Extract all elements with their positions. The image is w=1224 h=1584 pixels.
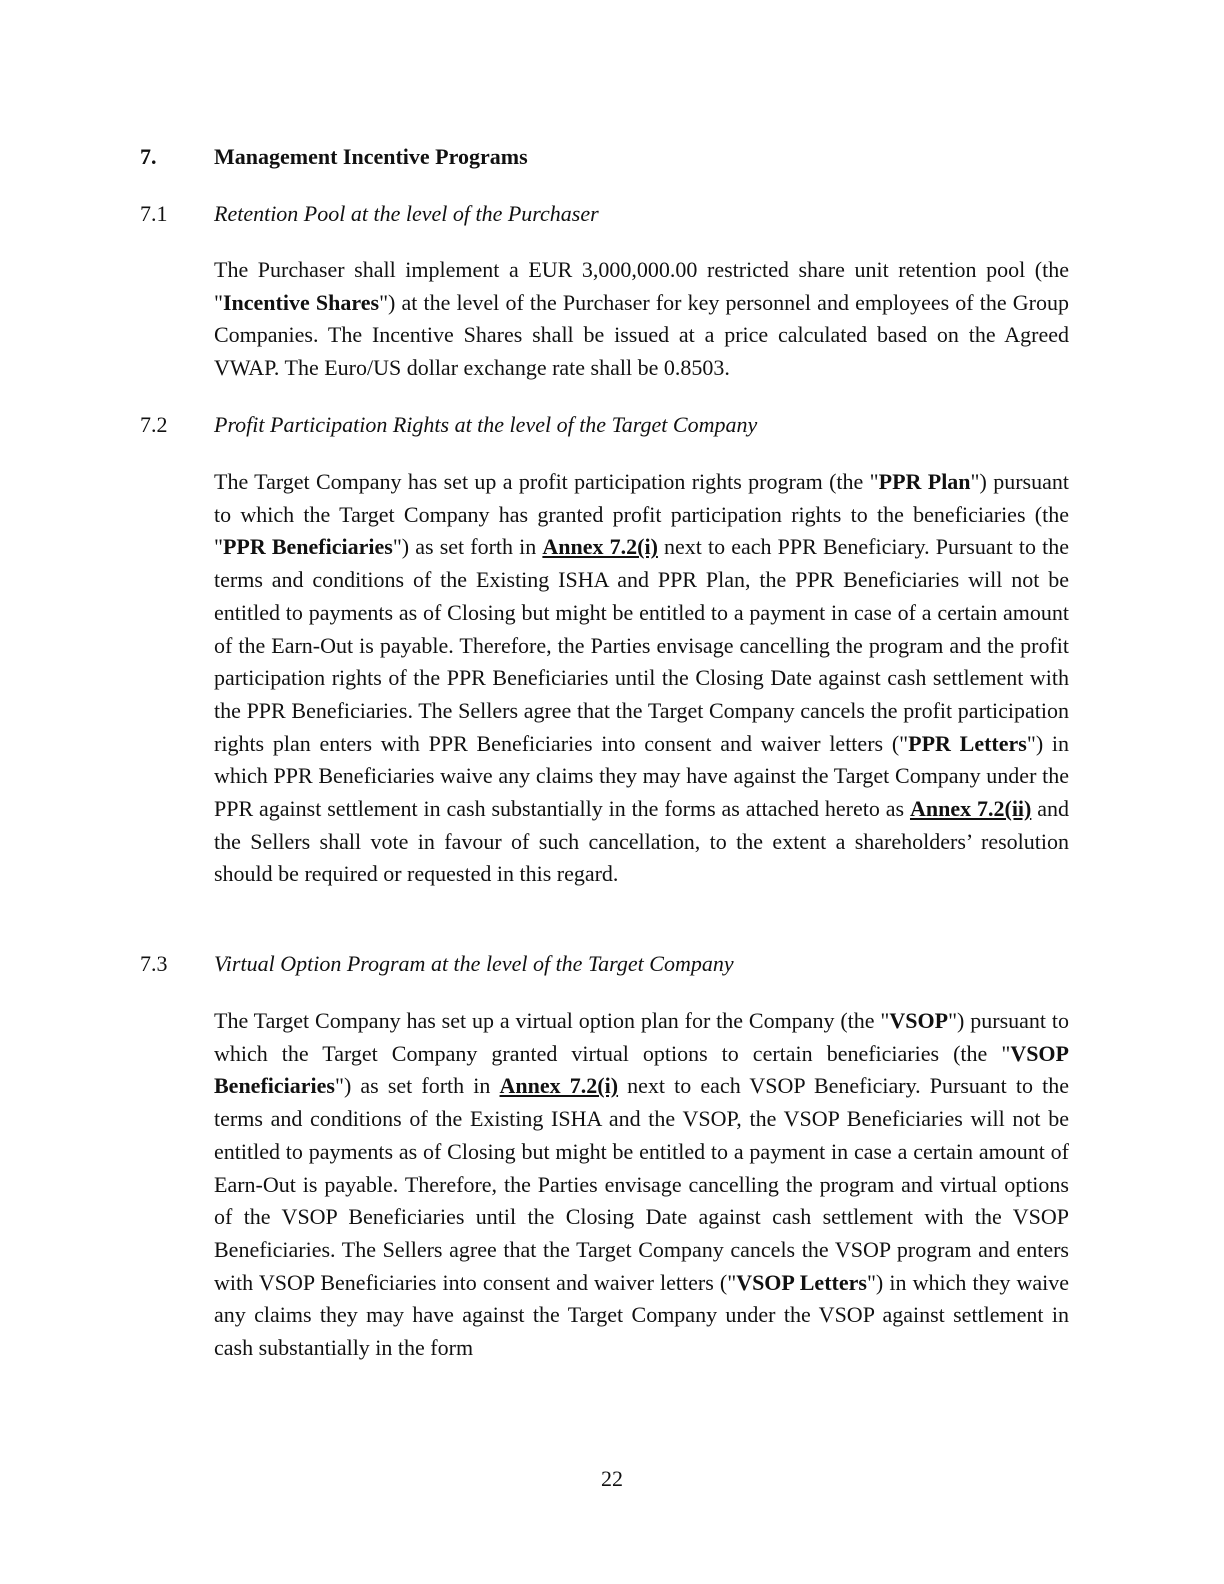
defined-term-vsop-beneficiaries: VSOP Beneficiaries	[214, 1040, 1069, 1099]
text-run: ") in which they waive any claims they may have against the Target Company under the VSOP against settlement in cash substantially in the form	[214, 1269, 1069, 1361]
text-run: ") as set forth in	[334, 1073, 500, 1099]
text-run: The Target Company has set up a virtual option plan for the Company (the "	[214, 1008, 890, 1033]
defined-term-vsop-letters: VSOP Letters	[736, 1269, 867, 1295]
subsection-7-2-number: 7.2	[140, 412, 168, 437]
subsection-7-1-number: 7.1	[140, 201, 168, 226]
text-run: ") in which PPR Beneficiaries waive any claims they may have against the Target Company under the PPR against settlement in cash substantially in the forms as attached hereto as	[214, 730, 1070, 822]
subsection-7-3-number: 7.3	[140, 951, 168, 976]
page-number: 22	[601, 1466, 623, 1491]
text-run: ") as set forth in	[392, 534, 543, 560]
defined-term-ppr-letters: PPR Letters	[908, 730, 1027, 756]
text-run: next to each VSOP Beneficiary. Pursuant to the terms and conditions of the Existing ISHA and the VSOP, the VSOP Beneficiaries will not be entitled to payments as of Closing but might be entitled to a payment in case a certain amount of Earn-Out is payable. Therefore, the Parties envisage cancelling the program and virtual options of the VSOP Beneficiaries until the Closing Date against cash settlement with the VSOP Beneficiaries. The Sellers agree that the Target Company cancels the VSOP program and enters with VSOP Beneficiaries into consent and waiver letters ("	[214, 1073, 1069, 1295]
text-run: and the Sellers shall vote in favour of such cancellation, to the extent a shareholders’ resolution should be required or requested in this regard.	[214, 796, 1070, 887]
text-run: ") pursuant to which the Target Company granted virtual options to certain beneficiaries (the "	[214, 1008, 1069, 1066]
subsection-7-1-heading: Retention Pool at the level of the Purchaser	[214, 201, 599, 226]
subsection-7-2-body	[214, 466, 1069, 891]
section-title: Management Incentive Programs	[214, 144, 528, 169]
subsection-7-1-body	[214, 254, 1069, 385]
annex-reference: Annex 7.2(i)	[542, 534, 658, 560]
text-run: The Purchaser shall implement a EUR 3,000,000.00 restricted share unit retention pool (the "	[214, 257, 1069, 315]
defined-term-vsop: VSOP	[889, 1008, 949, 1033]
section-number: 7.	[140, 144, 157, 169]
defined-term-ppr-plan: PPR Plan	[878, 469, 971, 494]
subsection-7-3-body	[214, 1005, 1069, 1365]
defined-term-incentive-shares: Incentive Shares	[222, 289, 380, 315]
text-run: ") at the level of the Purchaser for key personnel and employees of the Group Companies. The Incentive Shares shall be issued at a price calculated based on the Agreed VWAP. The Euro/US dollar exchange rate shall be 0.8503.	[214, 289, 1069, 381]
text-run: ") pursuant to which the Target Company has granted profit participation rights to the beneficiaries (the "	[214, 469, 1069, 560]
annex-reference: Annex 7.2(i)	[499, 1073, 619, 1099]
subsection-7-2-heading: Profit Participation Rights at the level of the Target Company	[214, 412, 758, 437]
subsection-7-3-heading: Virtual Option Program at the level of the Target Company	[214, 951, 734, 976]
defined-term-ppr-beneficiaries: PPR Beneficiaries	[222, 534, 393, 560]
text-run: next to each PPR Beneficiary. Pursuant to the terms and conditions of the Existing ISHA and PPR Plan, the PPR Beneficiaries will not be entitled to payments as of Closing but might be entitled to a payment in case of a certain amount of the Earn-Out is payable. Therefore, the Parties envisage cancelling the program and the profit participation rights of the PPR Beneficiaries until the Closing Date against cash settlement with the PPR Beneficiaries. The Sellers agree that the Target Company cancels the profit participation rights plan enters with PPR Beneficiaries into consent and waiver letters ("	[214, 534, 1069, 756]
annex-reference: Annex 7.2(ii)	[909, 796, 1032, 822]
text-run: The Target Company has set up a profit participation rights program (the "	[214, 469, 879, 494]
